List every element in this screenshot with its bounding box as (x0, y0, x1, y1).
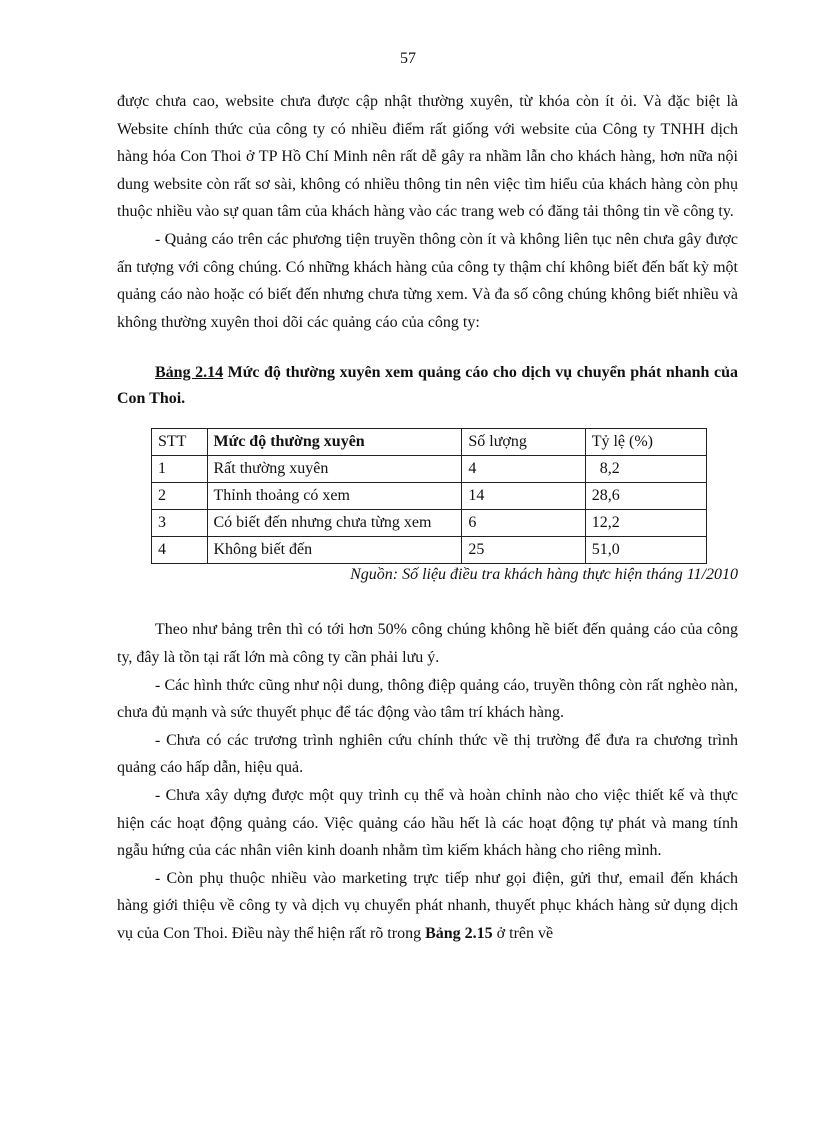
cell-frequency: Không biết đến (207, 537, 462, 564)
table-caption (117, 360, 738, 412)
cell-rate: 12,2 (585, 510, 706, 537)
body-paragraph: - Chưa có các trương trình nghiên cứu chính thức về thị trường để đưa ra chương trình quảng cáo hấp dẫn, hiệu quả. (117, 731, 738, 777)
cell-quantity: 14 (462, 483, 585, 510)
cell-rate: 51,0 (585, 537, 706, 564)
cell-stt: 4 (152, 537, 208, 564)
table-row (152, 483, 707, 510)
header-rate: Tỷ lệ (%) (585, 429, 706, 456)
cell-quantity: 6 (462, 510, 585, 537)
cell-stt: 3 (152, 510, 208, 537)
last-paragraph-tail: ở trên về (492, 924, 554, 942)
table-header-row (152, 429, 707, 456)
table-row (152, 510, 707, 537)
cell-stt: 2 (152, 483, 208, 510)
advertising-paragraph: - Quảng cáo trên các phương tiện truyền thông còn ít và không liên tục nên chưa gây được ấn tượng với công chúng. Có những khách hàng của công ty thậm chí không biết đến bất kỳ một quảng cáo nào hoặc có biết đến nhưng chưa từng xem. Và đa số công chúng không biết nhiều và không thường xuyên thoi dõi các quảng cáo của công ty: (117, 230, 738, 331)
body-paragraph: - Chưa xây dựng được một quy trình cụ thể và hoàn chỉnh nào cho việc thiết kế và thực hiện các hoạt động quảng cáo. Việc quảng cáo hầu hết là các hoạt động tự phát và mang tính ngẫu hứng của các nhân viên kinh doanh nhằm tìm kiếm khách hàng cho riêng mình. (117, 786, 738, 860)
body-paragraph: Theo như bảng trên thì có tới hơn 50% công chúng không hề biết đến quảng cáo của công ty, đây là tồn tại rất lớn mà công ty cần phải lưu ý. (117, 621, 738, 666)
table-caption-title: Mức độ thường xuyên xem quảng cáo cho dịch vụ chuyển phát nhanh của Con Thoi. (117, 364, 738, 408)
cell-rate: 8,2 (585, 456, 706, 483)
cell-rate: 28,6 (585, 483, 706, 510)
header-frequency: Mức độ thường xuyên (207, 429, 462, 456)
cell-stt: 1 (152, 456, 208, 483)
table-reference: Bảng 2.15 (425, 924, 493, 942)
cell-frequency: Thỉnh thoảng có xem (207, 483, 462, 510)
document-body (117, 88, 738, 947)
last-paragraph (117, 865, 738, 948)
table-source: Nguồn: Số liệu điều tra khách hàng thực hiện tháng 11/2010 (350, 566, 738, 584)
survey-table (151, 428, 707, 564)
body-paragraph: - Các hình thức cũng như nội dung, thông điệp quảng cáo, truyền thông còn rất nghèo nàn, chưa đủ mạnh và sức thuyết phục để tác động vào tâm trí khách hàng. (117, 676, 738, 722)
cell-frequency: Rất thường xuyên (207, 456, 462, 483)
table-caption-label: Bảng 2.14 (155, 364, 224, 382)
last-paragraph-text: - Còn phụ thuộc nhiều vào marketing trực tiếp như gọi điện, gửi thư, email đến khách hàng giới thiệu về công ty và dịch vụ chuyển phát nhanh, thuyết phục khách hàng sử dụng dịch vụ của Con Thoi. Điều này thể hiện rất rõ trong (117, 869, 738, 942)
cell-quantity: 25 (462, 537, 585, 564)
cell-frequency: Có biết đến nhưng chưa từng xem (207, 510, 462, 537)
table-row (152, 537, 707, 564)
header-stt: STT (152, 429, 208, 456)
page-number: 57 (400, 50, 416, 67)
table-row (152, 456, 707, 483)
header-quantity: Số lượng (462, 429, 585, 456)
cell-quantity: 4 (462, 456, 585, 483)
intro-paragraph: được chưa cao, website chưa được cập nhật thường xuyên, từ khóa còn ít ỏi. Và đặc biệt là Website chính thức của công ty có nhiều điểm rất giống với website của Công ty TNHH dịch hàng hóa Con Thoi ở TP Hồ Chí Minh nên rất dễ gây ra nhầm lẫn cho khách hàng, hơn nữa nội dung website còn rất sơ sài, không có nhiều thông tin nên việc tìm hiểu của khách hàng còn phụ thuộc nhiều vào sự quan tâm của khách hàng vào các trang web có đăng tải thông tin về công ty. (117, 93, 738, 221)
